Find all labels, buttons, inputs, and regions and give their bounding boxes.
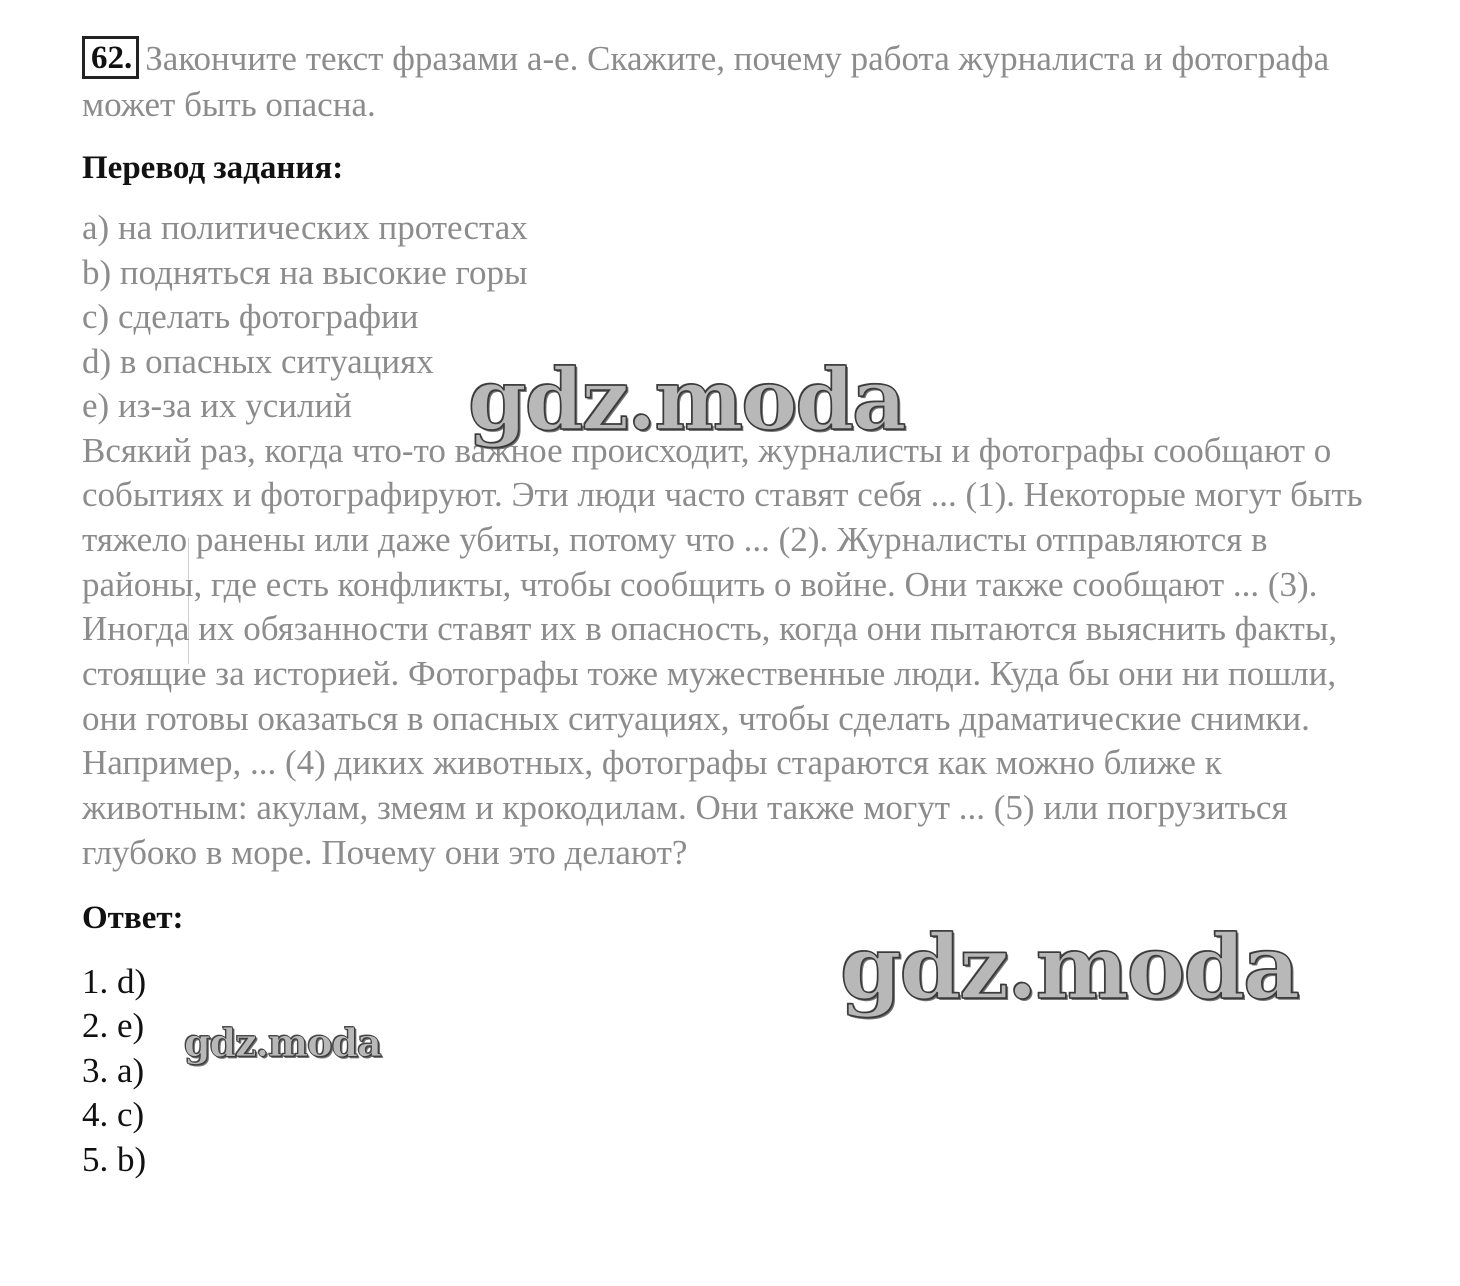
answer-item: 5. b) — [82, 1139, 147, 1179]
answer-item: 2. e) — [82, 1006, 145, 1046]
answer-item: 3. a) — [82, 1050, 145, 1090]
phrase-option: е) из-за их усилий — [82, 386, 352, 425]
phrase-options-list — [82, 206, 1382, 429]
phrase-option: с) сделать фотографии — [82, 297, 419, 336]
task-number-badge: 62. — [82, 36, 139, 79]
translation-heading: Перевод задания: — [82, 150, 344, 186]
answer-heading: Ответ: — [82, 899, 184, 936]
answer-list — [82, 960, 1382, 1183]
task-instruction: Закончите текст фразами a-e. Скажите, почему работа журналиста и фотографа может быть опасна. — [82, 39, 1330, 124]
exercise-page — [82, 36, 1382, 1182]
answer-item: 1. d) — [82, 961, 147, 1001]
phrase-option: а) на политических протестах — [82, 208, 528, 247]
phrase-option: d) в опасных ситуациях — [82, 341, 434, 381]
watermark-logo: gdz.moda — [184, 1020, 381, 1065]
watermark-logo: gdz.moda — [840, 915, 1299, 1019]
watermark-logo: gdz.moda — [468, 350, 905, 449]
passage-text: Всякий раз, когда что-то важное происходит, журналисты и фотографы сообщают о событиях и фотографируют. Эти люди часто ставят себя ... (1). Некоторые могут быть тяжело ранены или даже убиты, потому что ... (2). Журналисты отправляются в районы, где есть конфликты, чтобы сообщить о войне. Они также сообщают ... (3). Иногда их обязанности ставят их в опасность, когда они пытаются выяснить факты, стоящие за историей. Фотографы тоже мужественные люди. Куда бы они ни пошли, они готовы оказаться в опасных ситуациях, чтобы сделать драматические снимки. Например, ... (4) диких животных, фотографы стараются как можно ближе к животным: акулам, змеям и крокодилам. Они также могут ... (5) или погрузиться глубоко в море. Почему они это делают? — [82, 430, 1363, 872]
phrase-option: b) подняться на высокие горы — [82, 252, 528, 292]
answer-item: 4. c) — [82, 1095, 145, 1135]
task-statement — [82, 36, 1382, 128]
